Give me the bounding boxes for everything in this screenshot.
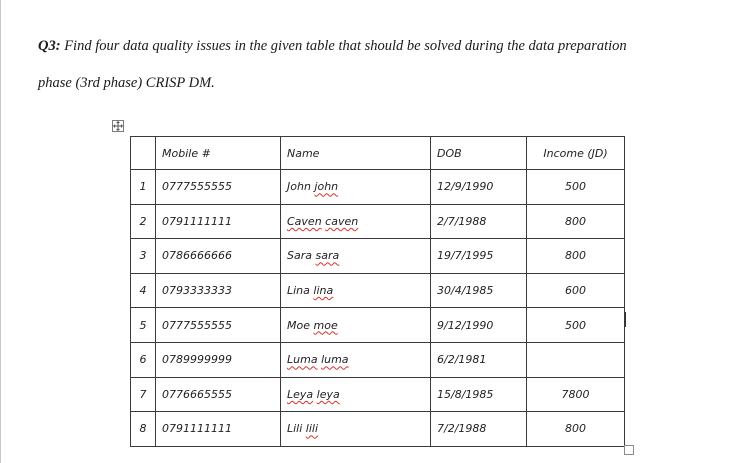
row-number-cell[interactable]: 3 — [131, 239, 156, 274]
row-number-cell[interactable]: 7 — [131, 377, 156, 412]
income-cell[interactable]: 800 — [527, 204, 625, 239]
text-cursor — [625, 312, 626, 327]
income-cell[interactable] — [527, 342, 625, 377]
dob-cell[interactable]: 7/2/1988 — [431, 412, 527, 447]
name-second-misspelled: moe — [313, 318, 338, 332]
table-row — [131, 308, 625, 343]
row-number-cell[interactable]: 6 — [131, 342, 156, 377]
table-row — [131, 412, 625, 447]
table-row — [131, 377, 625, 412]
name-first: John — [287, 180, 311, 194]
data-table — [130, 136, 625, 447]
name-cell[interactable] — [281, 377, 431, 412]
name-cell[interactable] — [281, 412, 431, 447]
resize-handle-icon[interactable] — [624, 445, 634, 455]
row-number-cell[interactable]: 4 — [131, 273, 156, 308]
name-first: Lili — [287, 422, 303, 436]
income-cell[interactable]: 7800 — [527, 377, 625, 412]
header-row — [131, 137, 625, 170]
row-number-cell[interactable]: 5 — [131, 308, 156, 343]
income-cell[interactable]: 500 — [527, 170, 625, 205]
name-first: Sara — [287, 249, 312, 263]
name-second-misspelled: lina — [313, 284, 334, 298]
name-second-misspelled: leya — [316, 387, 340, 401]
name-second-misspelled: caven — [325, 214, 359, 228]
header-cell-income[interactable]: Income (JD) — [527, 137, 625, 170]
dob-cell[interactable]: 30/4/1985 — [431, 273, 527, 308]
dob-cell[interactable]: 12/9/1990 — [431, 170, 527, 205]
name-cell[interactable] — [281, 308, 431, 343]
page-edge — [0, 0, 1, 463]
name-first: Lina — [287, 284, 310, 298]
income-cell[interactable]: 800 — [527, 239, 625, 274]
income-cell[interactable]: 800 — [527, 412, 625, 447]
mobile-cell[interactable]: 0777555555 — [156, 170, 281, 205]
table-row — [131, 170, 625, 205]
mobile-cell[interactable]: 0786666666 — [156, 239, 281, 274]
dob-cell[interactable]: 19/7/1995 — [431, 239, 527, 274]
mobile-cell[interactable]: 0777555555 — [156, 308, 281, 343]
name-cell[interactable] — [281, 204, 431, 239]
name-first: Luma — [287, 353, 318, 367]
mobile-cell[interactable]: 0791111111 — [156, 204, 281, 239]
row-number-cell[interactable]: 1 — [131, 170, 156, 205]
question-number: Q3: — [38, 38, 61, 54]
mobile-cell[interactable]: 0793333333 — [156, 273, 281, 308]
header-cell-dob[interactable]: DOB — [431, 137, 527, 170]
name-first: Leya — [287, 387, 314, 401]
row-number-cell[interactable]: 2 — [131, 204, 156, 239]
name-second-misspelled: lili — [305, 422, 319, 436]
header-cell-mobile[interactable]: Mobile # — [156, 137, 281, 170]
row-number-cell[interactable]: 8 — [131, 412, 156, 447]
question-text — [38, 28, 728, 102]
name-cell[interactable] — [281, 342, 431, 377]
income-cell[interactable]: 600 — [527, 273, 625, 308]
move-arrows-icon[interactable] — [112, 120, 124, 132]
name-second-misspelled: sara — [315, 249, 340, 263]
name-second-misspelled: john — [314, 180, 339, 194]
dob-cell[interactable]: 6/2/1981 — [431, 342, 527, 377]
table-row — [131, 273, 625, 308]
header-cell-no[interactable] — [131, 137, 156, 170]
name-second-misspelled: luma — [321, 353, 349, 367]
table-row — [131, 342, 625, 377]
name-first: Caven — [287, 214, 322, 228]
name-cell[interactable] — [281, 273, 431, 308]
question-body: Find four data quality issues in the given table that should be solved during the data preparation — [64, 38, 627, 54]
mobile-cell[interactable]: 0789999999 — [156, 342, 281, 377]
header-cell-name[interactable]: Name — [281, 137, 431, 170]
mobile-cell[interactable]: 0791111111 — [156, 412, 281, 447]
question-body-line2: phase (3rd phase) CRISP DM. — [38, 75, 215, 91]
income-cell[interactable]: 500 — [527, 308, 625, 343]
dob-cell[interactable]: 9/12/1990 — [431, 308, 527, 343]
name-cell[interactable] — [281, 170, 431, 205]
dob-cell[interactable]: 2/7/1988 — [431, 204, 527, 239]
dob-cell[interactable]: 15/8/1985 — [431, 377, 527, 412]
table-row — [131, 239, 625, 274]
name-cell[interactable] — [281, 239, 431, 274]
name-first: Moe — [287, 318, 310, 332]
mobile-cell[interactable]: 0776665555 — [156, 377, 281, 412]
table-row — [131, 204, 625, 239]
